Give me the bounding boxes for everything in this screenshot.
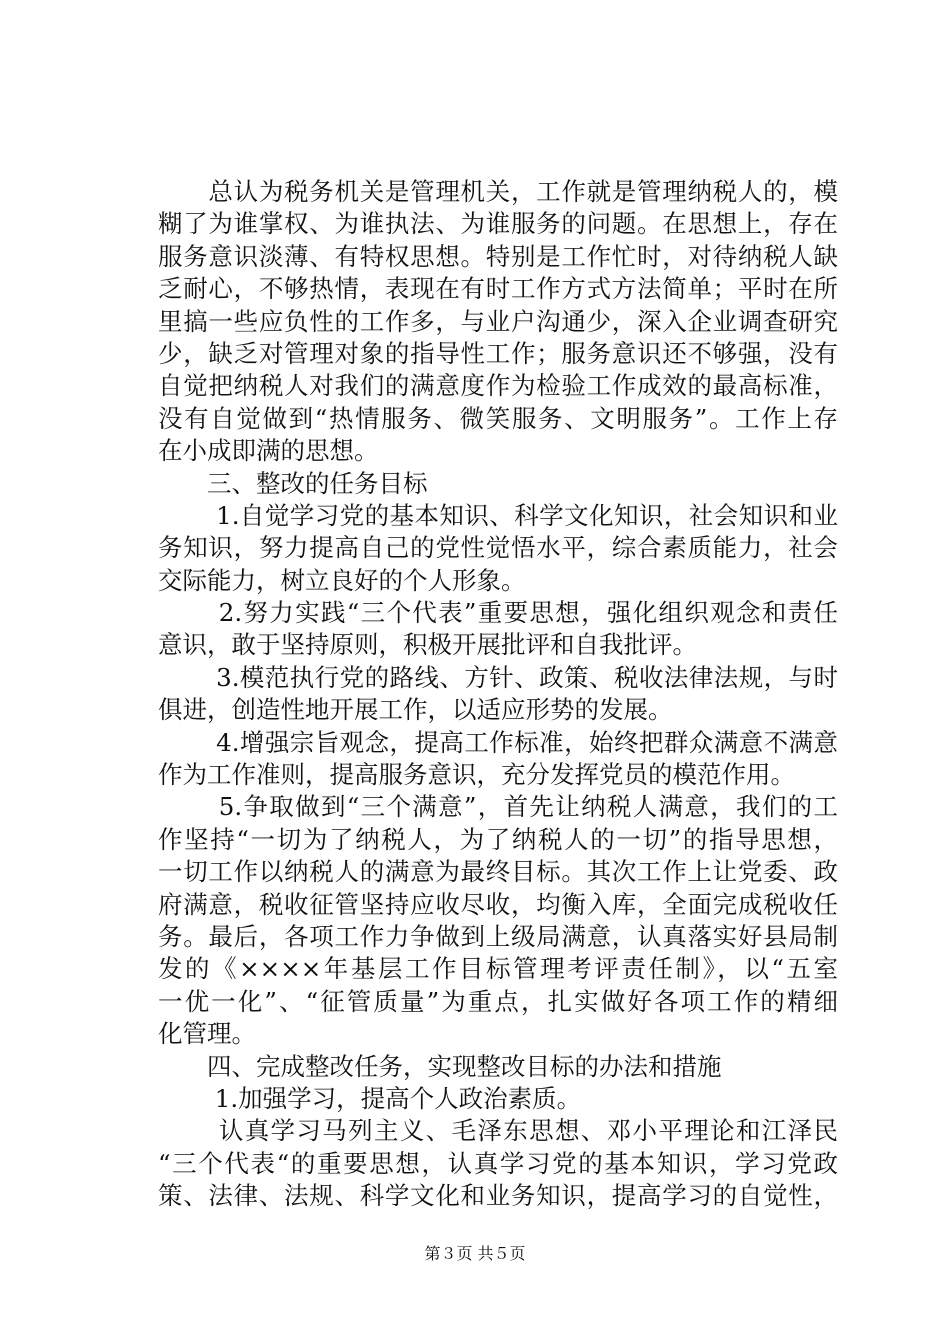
- text-line: 里搞一些应负性的工作多，与业户沟通少，深入企业调查研究: [158, 306, 838, 336]
- document-body: [158, 176, 838, 1213]
- page-number-label: 第３页 共５页: [424, 1244, 526, 1263]
- text-line: 1.自觉学习党的基本知识、科学文化知识，社会知识和业: [158, 500, 838, 530]
- text-line: 乏耐心，不够热情，表现在有时工作方式方法简单；平时在所: [158, 274, 838, 304]
- text-line: 府满意，税收征管坚持应收尽收，均衡入库，全面完成税收任: [158, 889, 838, 919]
- text-line: 4.增强宗旨观念，提高工作标准，始终把群众满意不满意: [158, 727, 838, 757]
- text-line: 少，缺乏对管理对象的指导性工作；服务意识还不够强，没有: [158, 338, 838, 368]
- text-line: 1.加强学习，提高个人政治素质。: [158, 1083, 582, 1113]
- text-line: 交际能力，树立良好的个人形象。: [158, 565, 526, 595]
- text-line: 发的《××××年基层工作目标管理考评责任制》，以“五室: [158, 954, 838, 984]
- text-line: 糊了为谁掌权、为谁执法、为谁服务的问题。在思想上，存在: [158, 209, 838, 239]
- text-line: 服务意识淡薄、有特权思想。特别是工作忙时，对待纳税人缺: [158, 241, 838, 271]
- text-line: 三、整改的任务目标: [158, 468, 428, 498]
- text-line: 务知识，努力提高自己的党性觉悟水平，综合素质能力，社会: [158, 533, 838, 563]
- text-line: 四、完成整改任务，实现整改目标的办法和措施: [158, 1051, 722, 1081]
- text-line: 策、法律、法规、科学文化和业务知识，提高学习的自觉性，: [158, 1181, 838, 1211]
- text-line: “三个代表“的重要思想，认真学习党的基本知识，学习党政: [158, 1148, 838, 1178]
- text-line: 没有自觉做到“热情服务、微笑服务、文明服务”。工作上存: [158, 403, 838, 433]
- text-line: 总认为税务机关是管理机关，工作就是管理纳税人的，模: [158, 177, 838, 206]
- text-line: 一切工作以纳税人的满意为最终目标。其次工作上让党委、政: [158, 857, 838, 887]
- text-line: 3.模范执行党的路线、方针、政策、税收法律法规，与时: [158, 662, 838, 692]
- text-line: 作为工作准则，提高服务意识，充分发挥党员的模范作用。: [158, 760, 795, 790]
- text-line: 自觉把纳税人对我们的满意度作为检验工作成效的最高标准，: [158, 371, 838, 401]
- text-line: 在小成即满的思想。: [158, 436, 379, 466]
- text-line: 务。最后，各项工作力争做到上级局满意，认真落实好县局制: [158, 921, 838, 951]
- text-line: 作坚持“一切为了纳税人，为了纳税人的一切”的指导思想，: [158, 824, 838, 854]
- text-line: 5.争取做到“三个满意”，首先让纳税人满意，我们的工: [158, 792, 838, 822]
- text-line: 俱进，创造性地开展工作，以适应形势的发展。: [158, 695, 673, 725]
- text-line: 化管理。: [158, 1019, 256, 1049]
- text-line: 一优一化”、“征管质量”为重点，扎实做好各项工作的精细: [158, 986, 838, 1016]
- text-line: 意识，敢于坚持原则，积极开展批评和自我批评。: [158, 630, 697, 660]
- page-footer: [0, 1244, 950, 1264]
- text-line: 2.努力实践“三个代表”重要思想，强化组织观念和责任: [158, 598, 838, 628]
- text-line: 认真学习马列主义、毛泽东思想、邓小平理论和江泽民: [158, 1116, 838, 1146]
